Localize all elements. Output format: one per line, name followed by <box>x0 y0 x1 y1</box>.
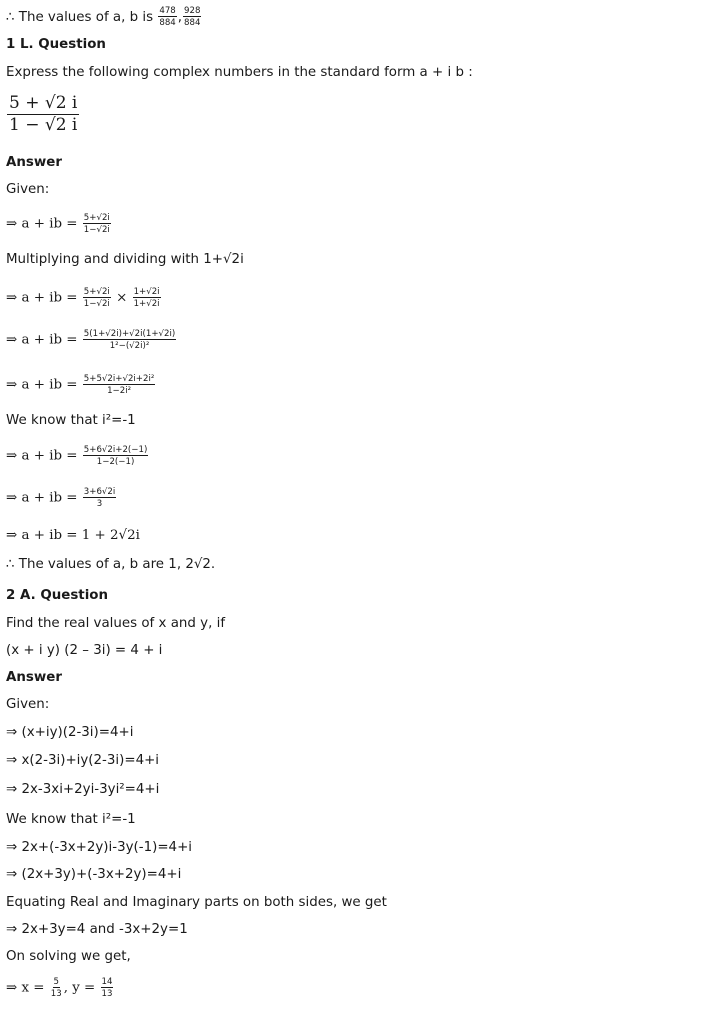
question-heading-1l: 1 L. Question <box>6 37 106 52</box>
step-t7: ⇒ x = $\frac{5}{13}$ , y = $\frac{14}{13}$ <box>6 977 113 999</box>
conclusion-1: ∴ The values of a, b are 1, 2√2. <box>6 557 216 572</box>
step-7: ⇒ a + ib = 1 + 2√2i <box>6 528 140 543</box>
step-3: ⇒ a + ib = $\frac{5(1+√2i)+√2i(1+√2i)}{\text{1²−(√2i)²}}$ <box>6 329 176 351</box>
identity-note: We know that i²=-1 <box>6 413 136 428</box>
question-equation-2a: (x + i y) (2 – 3i) = 4 + i <box>6 643 163 658</box>
given-label: Given: <box>6 182 50 197</box>
step-4: ⇒ a + ib = $\frac{\text{5+5√2i+√2i+2i²}}{\text{1−2i²}}$ <box>6 374 155 396</box>
y-fraction: $\frac{14}{13}$ <box>101 977 113 999</box>
question-prompt-2a: Find the real values of x and y, if <box>6 616 226 631</box>
expression-fraction: $\frac{5 + √2 i}{1 - √2 i}$ <box>9 93 78 135</box>
question-prompt-1l: Express the following complex numbers in the standard form a + i b : <box>6 65 473 80</box>
answer-label-2: Answer <box>6 670 62 685</box>
x-fraction: $\frac{5}{13}$ <box>50 977 62 999</box>
identity-note-2: We know that i²=-1 <box>6 812 136 827</box>
solving-note: On solving we get, <box>6 949 131 964</box>
step-t3: ⇒ 2x-3xi+2yi-3yi²=4+i <box>6 782 160 797</box>
step-1: ⇒ a + ib = $\frac{5+√2i}{1-√2i}$ <box>6 213 110 235</box>
conclusion-text: ∴ The values of a, b is <box>6 10 154 25</box>
step-t4: ⇒ 2x+(-3x+2y)i-3y(-1)=4+i <box>6 840 193 855</box>
given-label-2: Given: <box>6 697 50 712</box>
times-sign: × <box>116 290 128 306</box>
step-t1: ⇒ (x+iy)(2-3i)=4+i <box>6 725 134 740</box>
multiply-note: Multiplying and dividing with 1+√2i <box>6 252 244 267</box>
step-t2: ⇒ x(2-3i)+iy(2-3i)=4+i <box>6 753 160 768</box>
step-2: ⇒ a + ib = $\frac{5+√2i}{1-√2i}$ × $\frac{1+√2i}{1+√2i}$ <box>6 287 160 309</box>
step-t5: ⇒ (2x+3y)+(-3x+2y)=4+i <box>6 867 182 882</box>
fraction-b: $\frac{928}{884}$ <box>184 6 201 28</box>
equating-note: Equating Real and Imaginary parts on both sides, we get <box>6 895 387 910</box>
complex-expression <box>6 93 80 136</box>
step-t6: ⇒ 2x+3y=4 and -3x+2y=1 <box>6 922 188 937</box>
step-6: ⇒ a + ib = $\frac{3+6√2i}{3}$ <box>6 487 116 509</box>
step-5: ⇒ a + ib = $\frac{5+6√2i+2(-1)}{1-2(-1)}$ <box>6 445 148 467</box>
question-heading-2a: 2 A. Question <box>6 588 109 603</box>
values-conclusion-prev: ∴ The values of a, b is $\frac{478}{884}$ , $\frac{928}{884}$ <box>6 6 201 28</box>
fraction-a: $\frac{478}{884}$ <box>159 6 176 28</box>
answer-label: Answer <box>6 155 62 170</box>
